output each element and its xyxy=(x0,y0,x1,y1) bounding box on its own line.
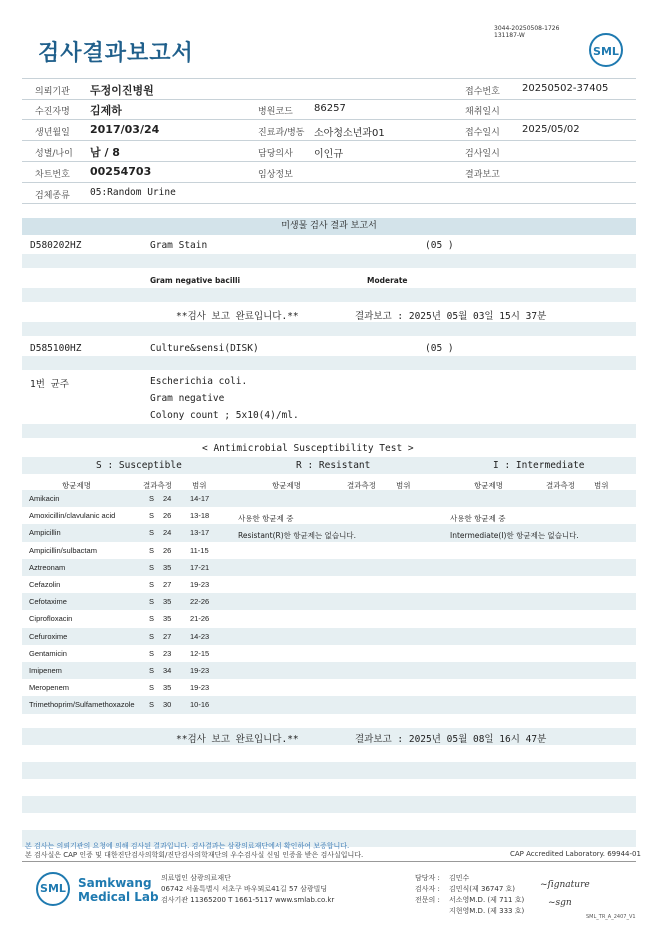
drug-name: Trimethoprim/Sulfamethoxazole xyxy=(29,700,135,710)
report-time-2: 결과보고 : 2025년 05월 08일 16시 47분 xyxy=(355,734,547,745)
band xyxy=(22,254,636,268)
drug-value: 26 xyxy=(163,511,172,521)
ast-title: < Antimicrobial Susceptibility Test > xyxy=(202,443,414,454)
divider xyxy=(22,203,636,204)
drug-range: 21-26 xyxy=(190,614,210,624)
culture-num: (05 ) xyxy=(425,343,454,354)
drug-si: S xyxy=(149,494,155,503)
org-name: 의료법인 삼광의료재단 xyxy=(161,874,231,882)
colony-count: Colony count ; 5x10(4)/ml. xyxy=(150,410,299,421)
drug-name: Ampicillin xyxy=(29,528,61,538)
cap-accreditation: CAP Accredited Laboratory. 69944-01 xyxy=(510,850,641,858)
received-value: 2025/05/02 xyxy=(522,124,580,135)
complete-note-1: **검사 보고 완료입니다.** xyxy=(176,311,299,322)
band xyxy=(22,288,636,302)
patient-value: 김제하 xyxy=(90,104,122,117)
band xyxy=(22,322,636,336)
chart-label: 차트번호 xyxy=(35,170,70,180)
row-band xyxy=(22,662,636,679)
drug-range: 14-17 xyxy=(190,494,210,503)
report-time-1: 결과보고 : 2025년 05월 03일 15시 37분 xyxy=(355,311,547,322)
drug-name: Gentamicin xyxy=(29,648,67,658)
divider xyxy=(22,140,636,141)
drug-range: 13-17 xyxy=(190,528,210,538)
dob-label: 생년월일 xyxy=(35,128,70,138)
specialist-label: 전문의 : xyxy=(415,896,440,904)
doctor-value: 이인규 xyxy=(314,149,343,160)
sex-age-label: 성별/나이 xyxy=(35,149,73,159)
drug-si: S xyxy=(149,666,155,675)
drug-name: Amoxicillin/clavulanic acid xyxy=(29,511,116,521)
drug-range: 19-23 xyxy=(190,666,210,675)
receipt-no-value: 20250502-37405 xyxy=(522,83,609,94)
drug-name: Amikacin xyxy=(29,494,60,503)
drug-si: S xyxy=(149,614,155,624)
culture-code: D585100HZ xyxy=(30,343,82,354)
tester-signature: ~ſignature xyxy=(540,880,590,890)
drug-value: 30 xyxy=(163,700,172,710)
sex-age-value: 남 / 8 xyxy=(90,146,120,159)
drug-range: 10-16 xyxy=(190,700,210,710)
band xyxy=(22,424,636,438)
institution-label: 의뢰기관 xyxy=(35,87,70,97)
brand-line-2: Medical Lab xyxy=(78,890,159,904)
row-band xyxy=(22,593,636,610)
gram-name: Gram Stain xyxy=(150,240,208,251)
drug-range: 17-21 xyxy=(190,562,210,572)
divider xyxy=(22,161,636,162)
culture-name: Culture&sensi(DISK) xyxy=(150,343,259,354)
drug-range: 19-23 xyxy=(190,580,210,589)
row-band xyxy=(22,559,636,576)
chart-value: 00254703 xyxy=(90,165,152,178)
divider xyxy=(22,119,636,120)
specimen-value: 05:Random Urine xyxy=(90,187,176,198)
drug-value: 24 xyxy=(163,528,172,538)
staff-value: 김민수 xyxy=(449,874,470,882)
band xyxy=(22,796,636,813)
legend-resistant: R : Resistant xyxy=(296,460,371,471)
drug-si: S xyxy=(149,648,155,658)
col-range-header: 범위 xyxy=(396,481,411,490)
drug-name: Ampicillin/sulbactam xyxy=(29,545,97,555)
organism: Escherichia coli. xyxy=(150,376,248,387)
drug-si: S xyxy=(149,511,155,521)
legend-susceptible: S : Susceptible xyxy=(96,460,182,471)
org-contact: 검사기관 11365200 T 1661-5117 www.smlab.co.kr xyxy=(161,896,335,904)
drug-name: Imipenem xyxy=(29,666,62,675)
drug-value: 35 xyxy=(163,562,172,572)
footer-notice-1: 본 검사는 의뢰기관의 요청에 의해 검사된 결과입니다. 검사결과는 삼광의료재단에서 확인하여 보증합니다. xyxy=(25,842,350,850)
clinical-label: 임상정보 xyxy=(258,170,293,180)
drug-range: 19-23 xyxy=(190,683,210,693)
section-title: 미생물 검사 결과 보고서 xyxy=(22,218,636,235)
drug-value: 24 xyxy=(163,494,172,503)
drug-name: Cefuroxime xyxy=(29,631,68,641)
drug-value: 35 xyxy=(163,614,172,624)
dept-label: 진료과/병동 xyxy=(258,128,305,138)
page-title: 검사결과보고서 xyxy=(38,41,194,66)
dept-value: 소아청소년과01 xyxy=(314,128,385,139)
legend-intermediate: I : Intermediate xyxy=(493,460,585,471)
brand-line-1: Samkwang xyxy=(78,876,152,890)
drug-si: S xyxy=(149,631,155,641)
complete-note-2: **검사 보고 완료입니다.** xyxy=(176,734,299,745)
drug-name: Ciprofloxacin xyxy=(29,614,73,624)
received-label: 접수일시 xyxy=(465,128,500,138)
test-date-label: 검사일시 xyxy=(465,149,500,159)
staff-label: 담당자 : xyxy=(415,874,440,882)
band xyxy=(22,356,636,370)
drug-name: Cefazolin xyxy=(29,580,61,589)
drug-si: S xyxy=(149,545,155,555)
divider xyxy=(22,78,636,79)
gram-result: Gram negative bacilli xyxy=(150,276,241,285)
hospital-code-label: 병원코드 xyxy=(258,107,293,117)
col-drug-header: 항균제명 xyxy=(272,481,301,490)
col-result-header: 결과측정 xyxy=(347,481,376,490)
hospital-code-value: 86257 xyxy=(314,103,346,114)
drug-range: 14-23 xyxy=(190,631,210,641)
drug-si: S xyxy=(149,597,155,607)
col-result-header: 결과측정 xyxy=(546,481,575,490)
tester-label: 검사자 : xyxy=(415,885,440,893)
specialist-2: 지현영M.D. (제 333 호) xyxy=(449,907,525,915)
drug-si: S xyxy=(149,528,155,538)
receipt-no-label: 접수번호 xyxy=(465,87,500,97)
drug-value: 35 xyxy=(163,597,172,607)
doctor-label: 담당의사 xyxy=(258,149,293,159)
institution-value: 두정이진병원 xyxy=(90,84,154,97)
drug-range: 11-15 xyxy=(190,545,209,555)
row-band xyxy=(22,490,636,507)
note-resistant: Resistant(R)한 항균제는 없습니다. xyxy=(238,531,357,540)
gram-grade: Moderate xyxy=(367,276,408,285)
specialist-1: 서소영M.D. (제 711 호) xyxy=(449,896,525,904)
footer-notice-2: 본 검사실은 CAP 인증 및 대한진단검사의학회/진단검사의학재단의 우수검사실 신임 인증을 받은 검사실입니다. xyxy=(25,851,364,859)
drug-value: 27 xyxy=(163,580,172,589)
drug-value: 23 xyxy=(163,648,172,658)
col-result-header: 결과측정 xyxy=(143,481,172,490)
patient-label: 수진자명 xyxy=(35,107,70,117)
drug-name: Aztreonam xyxy=(29,562,66,572)
divider xyxy=(22,861,636,862)
drug-value: 26 xyxy=(163,545,172,555)
specimen-label: 검체종류 xyxy=(35,191,70,201)
drug-name: Cefotaxime xyxy=(29,597,67,607)
result-report-label: 결과보고 xyxy=(465,170,500,180)
col-range-header: 범위 xyxy=(594,481,609,490)
gram-code: D580202HZ xyxy=(30,240,82,251)
drug-si: S xyxy=(149,700,155,710)
report-code-2: 131187-W xyxy=(494,32,525,39)
drug-value: 34 xyxy=(163,666,172,675)
form-code: SML_TR_A_2407_V1 xyxy=(586,914,636,920)
drug-si: S xyxy=(149,580,155,589)
band xyxy=(22,762,636,779)
specialist-signature: ~sgn xyxy=(548,898,572,908)
col-drug-header: 항균제명 xyxy=(474,481,503,490)
tester-value: 김민식(제 36747 호) xyxy=(449,885,515,893)
drug-value: 27 xyxy=(163,631,172,641)
report-code: 3044-20250508-1726 xyxy=(494,25,560,32)
note-used-i: 사용한 항균제 중 xyxy=(450,514,506,523)
col-range-header: 범위 xyxy=(192,481,207,490)
row-band xyxy=(22,628,636,645)
drug-name: Meropenem xyxy=(29,683,70,693)
drug-range: 13-18 xyxy=(190,511,210,521)
drug-range: 12-15 xyxy=(190,648,210,658)
gram-num: (05 ) xyxy=(425,240,454,251)
drug-si: S xyxy=(149,562,155,572)
strain-label: 1번 균주 xyxy=(30,379,69,390)
footer-logo: SML xyxy=(36,872,70,906)
drug-range: 22-26 xyxy=(190,597,210,607)
divider xyxy=(22,99,636,100)
divider xyxy=(22,182,636,183)
note-intermediate: Intermediate(I)한 항균제는 없습니다. xyxy=(450,531,579,540)
drug-value: 35 xyxy=(163,683,172,693)
dob-value: 2017/03/24 xyxy=(90,123,160,136)
organism-gram: Gram negative xyxy=(150,393,225,404)
note-used-r: 사용한 항균제 중 xyxy=(238,514,294,523)
sml-logo: SML xyxy=(589,33,623,67)
org-address: 06742 서울특별시 서초구 바우뫼로41길 57 삼광빌딩 xyxy=(161,885,328,893)
col-drug-header: 항균제명 xyxy=(62,481,91,490)
drug-si: S xyxy=(149,683,155,693)
collect-date-label: 채취일시 xyxy=(465,107,500,117)
